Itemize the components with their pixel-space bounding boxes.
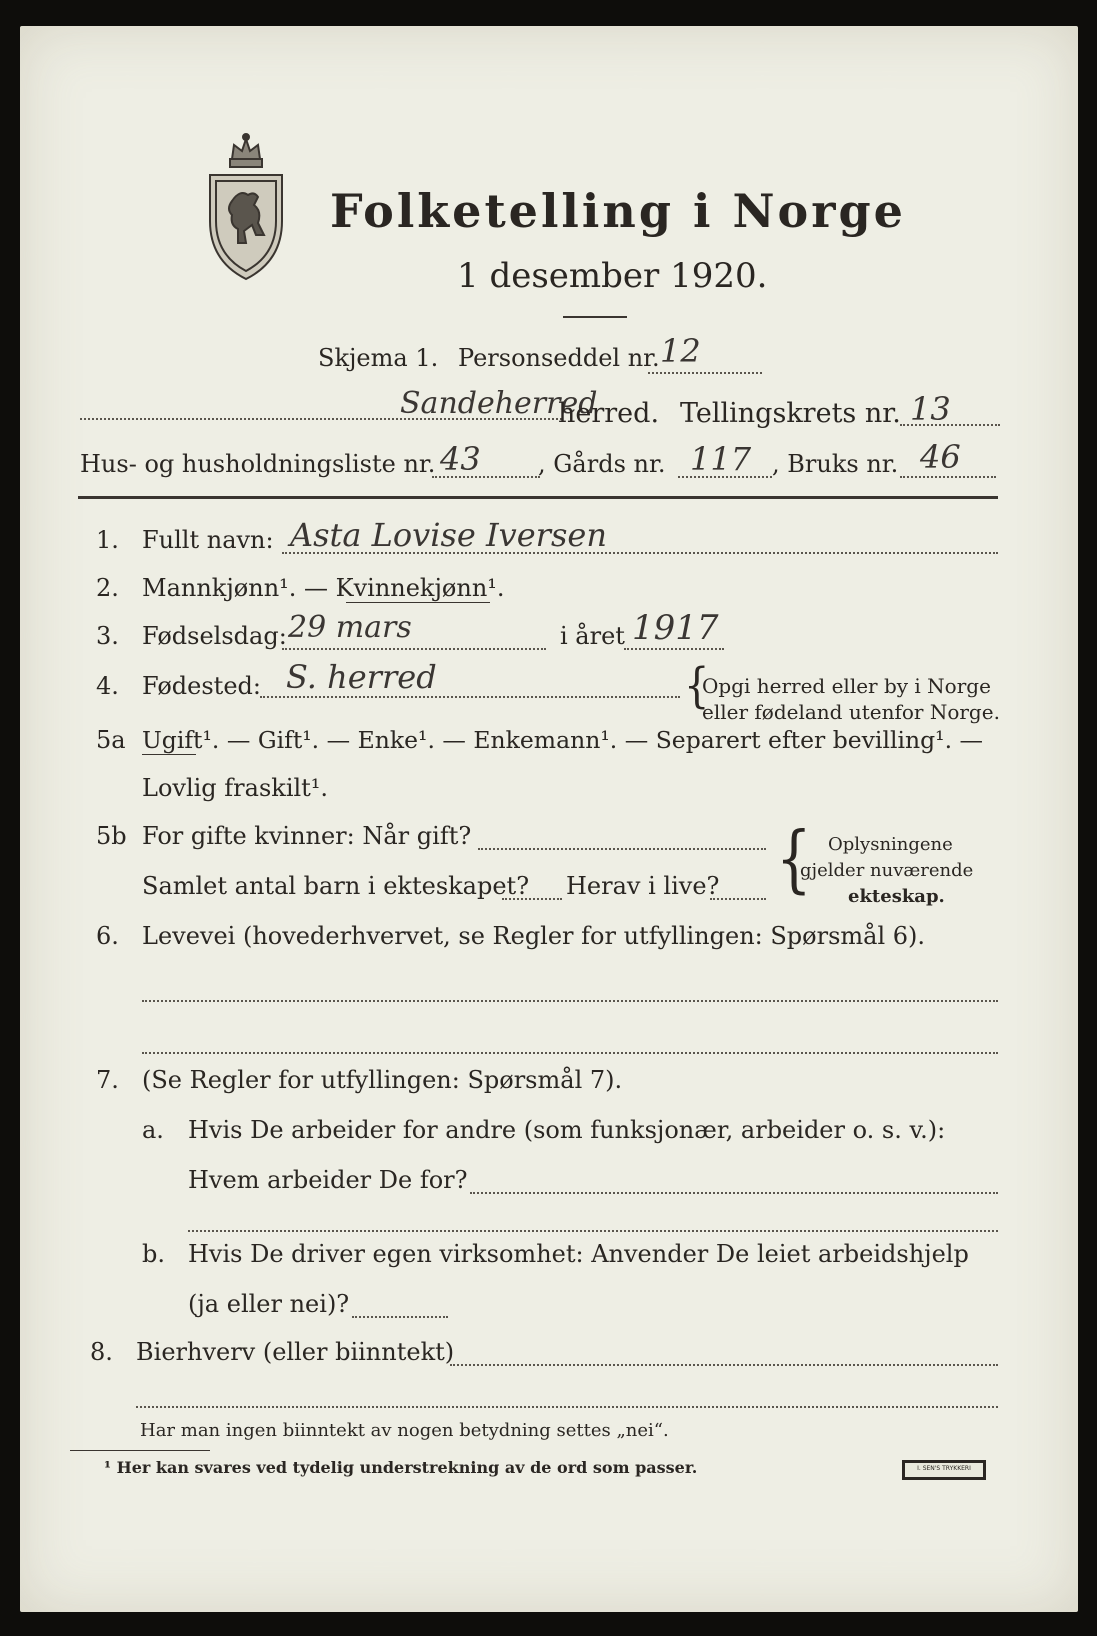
q5b-children-label: Samlet antal barn i ekteskapet? [142,872,530,900]
q7a-employer-label: Hvem arbeider De for? [188,1166,468,1194]
personseddel-field[interactable] [648,372,762,374]
tellingskrets-label: Tellingskrets nr. [680,398,901,429]
q8-label: Bierhverv (eller biinntekt) [136,1338,455,1366]
q4-note-line1: Opgi herred eller by i Norge [702,674,991,698]
q3-label: Fødselsdag: [142,622,287,650]
husliste-value: 43 [440,440,481,478]
q5a-marital-options: Ugift¹. — Gift¹. — Enke¹. — Enkemann¹. — Separert efter bevilling¹. — [142,726,984,754]
bruks-field[interactable] [900,476,996,478]
side-income-field-2[interactable] [136,1406,998,1408]
q5a-underline-ugift [142,754,196,755]
personseddel-value: 12 [660,332,701,370]
birthplace-value: S. herred [286,658,437,696]
q5b-note-line1: Oplysningene [828,834,953,855]
q5b-alive-label: Herav i live? [566,872,720,900]
q5a-number: 5a [96,726,126,754]
form-title: Folketelling i Norge [330,184,906,238]
q4-label: Fødested: [142,672,261,700]
herred-label: herred. [558,398,660,429]
q1-number: 1. [96,526,119,554]
q6-number: 6. [96,922,119,950]
tellingskrets-value: 13 [910,390,951,428]
gards-label: , Gårds nr. [538,450,666,478]
occupation-field-1[interactable] [142,1000,998,1002]
q5b-married-label: For gifte kvinner: Når gift? [142,822,472,850]
q5b-note-line3: ekteskap. [848,886,945,907]
bruks-value: 46 [920,438,961,476]
q7b-label: Hvis De driver egen virksomhet: Anvender De leiet arbeidshjelp [188,1240,969,1268]
q7b-letter: b. [142,1240,165,1268]
q4-note-brace: { [684,658,710,714]
q5b-note-line2: gjelder nuværende [800,860,974,881]
birthdate-value: 29 mars [288,610,412,645]
side-income-field-1[interactable] [450,1364,998,1366]
q4-note-line2: eller fødeland utenfor Norge. [702,700,1000,724]
q6-label: Levevei (hovederhvervet, se Regler for utfyllingen: Spørsmål 6). [142,922,926,950]
q5b-note-brace: { [776,817,812,902]
employer-field-2[interactable] [188,1230,998,1232]
gards-value: 117 [690,440,752,478]
footnote: ¹ Her kan svares ved tydelig understrekning av de ord som passer. [104,1458,698,1477]
q4-number: 4. [96,672,119,700]
norwegian-coat-of-arms-icon [202,131,290,281]
q7-label: (Se Regler for utfyllingen: Spørsmål 7). [142,1066,623,1094]
footnote-divider [70,1450,210,1451]
children-alive-field[interactable] [710,898,766,900]
birthyear-value: 1917 [632,608,719,648]
header-divider [78,496,998,499]
employer-field-1[interactable] [470,1192,998,1194]
census-form-sheet [20,26,1078,1612]
children-count-field[interactable] [502,898,562,900]
birthplace-field[interactable] [260,696,680,698]
q7b-hired-label: (ja eller nei)? [188,1290,350,1318]
q7a-label: Hvis De arbeider for andre (som funksjonær, arbeider o. s. v.): [188,1116,946,1144]
full-name-value: Asta Lovise Iversen [290,516,607,554]
birthyear-field[interactable] [624,648,724,650]
q5a-marital-options-2: Lovlig fraskilt¹. [142,774,329,802]
printer-stamp: I. SEN'S TRYKKERI [902,1460,986,1480]
census-date: 1 desember 1920. [457,256,768,296]
q8-number: 8. [90,1338,113,1366]
birthdate-field[interactable] [282,648,546,650]
q8-note: Har man ingen biinntekt av nogen betydning settes „nei“. [140,1420,669,1441]
skjema-label: Skjema 1. [318,344,439,372]
q3-year-label: i året [560,622,625,650]
q7-number: 7. [96,1066,119,1094]
herred-value: Sandeherred [400,386,598,421]
q2-number: 2. [96,574,119,602]
married-date-field[interactable] [478,848,766,850]
q3-number: 3. [96,622,119,650]
q2-sex-options: Mannkjønn¹. — Kvinnekjønn¹. [142,574,505,602]
husliste-label: Hus- og husholdningsliste nr. [80,450,436,478]
occupation-field-2[interactable] [142,1052,998,1054]
title-divider [563,316,627,318]
q5b-number: 5b [96,822,127,850]
q7a-letter: a. [142,1116,164,1144]
bruks-label: , Bruks nr. [772,450,899,478]
personseddel-label: Personseddel nr. [458,344,660,372]
q2-underline-kvinnekjonn [346,602,490,603]
q1-label: Fullt navn: [142,526,274,554]
hired-help-field[interactable] [352,1316,448,1318]
